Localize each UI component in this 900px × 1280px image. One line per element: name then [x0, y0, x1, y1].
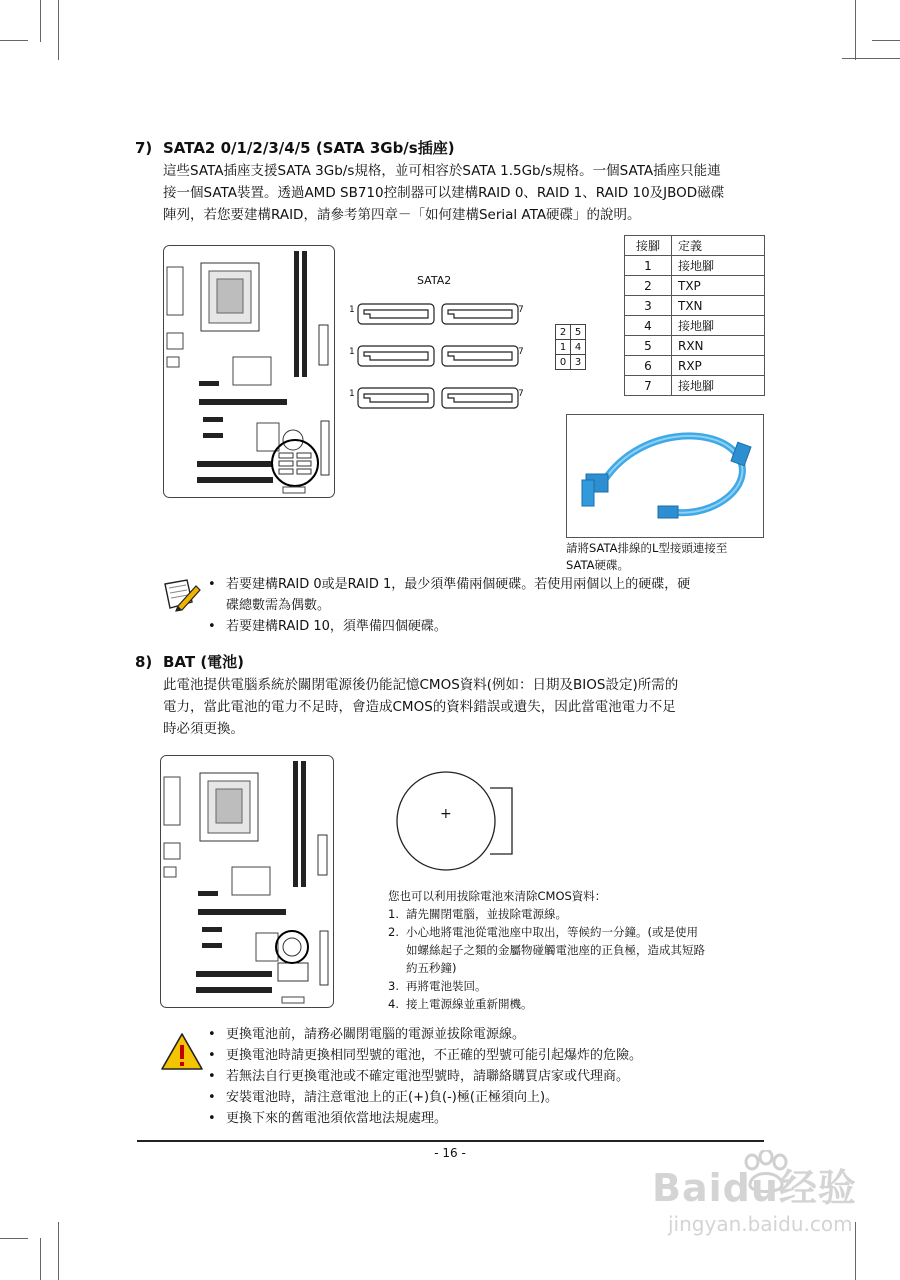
port-number: 1 [556, 340, 571, 355]
watermark-url: jingyan.baidu.com [668, 1212, 853, 1236]
step-text: 接上電源線並重新開機。 [406, 997, 533, 1011]
pin-number: 2 [625, 276, 672, 296]
section-8-heading: BAT (電池) [163, 653, 245, 671]
warning-item: • 若無法自行更換電池或不確定電池型號時，請聯絡購買店家或代理商。 [226, 1066, 771, 1087]
connector-pin-right: 7 [518, 347, 524, 357]
pin-definition: 接地腳 [672, 316, 765, 336]
cable-caption [566, 540, 727, 574]
pin-number: 6 [625, 356, 672, 376]
crop-mark [58, 1222, 59, 1280]
section-8-title [135, 651, 244, 672]
crop-mark [58, 0, 59, 60]
step-line [388, 923, 768, 941]
step-text: 如螺絲起子之類的金屬物碰觸電池座的正負極，造成其短路 [406, 943, 705, 957]
crop-mark [855, 1222, 856, 1280]
body-line: 此電池提供電腦系統於關閉電源後仍能記憶CMOS資料(例如：日期及BIOS設定)所需的 [163, 677, 679, 693]
port-number: 2 [556, 325, 571, 340]
table-row [625, 356, 765, 376]
connector-pin-left: 1 [349, 389, 355, 399]
warning-item: • 更換電池時請更換相同型號的電池，不正確的型號可能引起爆炸的危險。 [226, 1045, 771, 1066]
step-line [388, 941, 768, 959]
note-pencil-icon [162, 578, 202, 612]
raid-notes [226, 574, 771, 637]
cmos-clear-steps [388, 887, 768, 1013]
warning-icon [160, 1032, 204, 1072]
section-7-heading: SATA2 0/1/2/3/4/5 (SATA 3Gb/s插座) [163, 139, 455, 157]
table-row [625, 256, 765, 276]
page-number: - 16 - [434, 1146, 466, 1160]
watermark-brand: Baidu经验 [652, 1166, 857, 1210]
pin-definition: TXN [672, 296, 765, 316]
crop-mark [842, 58, 900, 59]
step-text: 再將電池裝回。 [406, 979, 487, 993]
header-pin: 接腳 [625, 236, 672, 256]
step-line [388, 995, 768, 1013]
body-line: 時必須更換。 [163, 721, 244, 737]
step-number: 4. [388, 997, 399, 1011]
warning-item: • 更換下來的舊電池須依當地法規處理。 [226, 1108, 771, 1129]
crop-mark [855, 0, 856, 60]
table-row [625, 276, 765, 296]
step-number: 1. [388, 907, 399, 921]
note-line: • 若要建構RAID 0或是RAID 1，最少須準備兩個硬碟。若使用兩個以上的硬碟，硬 [226, 577, 691, 592]
motherboard-diagram-battery [160, 755, 334, 1008]
step-text: 請先關閉電腦，並拔除電源線。 [406, 907, 567, 921]
pin-definition: 接地腳 [672, 256, 765, 276]
step-text: 小心地將電池從電池座中取出，等候約一分鐘。(或是使用 [406, 925, 698, 939]
step-number: 2. [388, 925, 399, 939]
sata-label: SATA2 [417, 274, 452, 287]
port-number: 5 [571, 325, 586, 340]
pin-definition: TXP [672, 276, 765, 296]
step-number: 3. [388, 979, 399, 993]
warning-item: • 安裝電池時，請注意電池上的正(+)負(-)極(正極須向上)。 [226, 1087, 771, 1108]
connector-pin-left: 1 [349, 305, 355, 315]
table-row [625, 296, 765, 316]
body-line: 陣列，若您要建構RAID，請參考第四章－「如何建構Serial ATA硬碟」的說明。 [163, 207, 641, 223]
warning-item: • 更換電池前，請務必關閉電腦的電源並拔除電源線。 [226, 1024, 771, 1045]
pin-number: 1 [625, 256, 672, 276]
pin-number: 5 [625, 336, 672, 356]
sata-connectors-diagram [348, 300, 528, 412]
port-number: 3 [571, 355, 586, 370]
header-definition: 定義 [672, 236, 765, 256]
note-item [226, 616, 771, 637]
body-line: 電力，當此電池的電力不足時，會造成CMOS的資料錯誤或遺失，因此當電池電力不足 [163, 699, 676, 715]
connector-pin-right: 7 [518, 389, 524, 399]
battery-warnings [226, 1024, 771, 1129]
battery-holder-diagram [394, 766, 518, 876]
pin-definition: RXN [672, 336, 765, 356]
steps-intro: 您也可以利用拔除電池來清除CMOS資料： [388, 889, 607, 903]
pin-number: 3 [625, 296, 672, 316]
section-7-title [135, 137, 455, 158]
pin-number: 4 [625, 316, 672, 336]
sata-port-map [555, 324, 586, 370]
table-row [625, 336, 765, 356]
note-line: 碟總數需為偶數。 [226, 598, 331, 613]
pin-number: 7 [625, 376, 672, 396]
port-number: 4 [571, 340, 586, 355]
step-number [388, 941, 406, 959]
pin-definition: 接地腳 [672, 376, 765, 396]
step-line [388, 905, 768, 923]
body-line: 這些SATA插座支援SATA 3Gb/s規格，並可相容於SATA 1.5Gb/s規格。一個SATA插座只能連 [163, 163, 721, 179]
step-number [388, 959, 406, 977]
body-line: 接一個SATA裝置。透過AMD SB710控制器可以建構RAID 0、RAID 1、RAID 10及JBOD磁碟 [163, 185, 725, 201]
crop-mark [40, 0, 41, 42]
step-text: 約五秒鐘) [406, 961, 457, 975]
connector-pin-left: 1 [349, 347, 355, 357]
crop-mark [872, 40, 900, 41]
crop-mark [0, 1238, 28, 1239]
connector-pin-right: 7 [518, 305, 524, 315]
pin-definition: RXP [672, 356, 765, 376]
table-row [625, 376, 765, 396]
battery-plus-sign: + [440, 806, 452, 822]
step-line [388, 959, 768, 977]
port-number: 0 [556, 355, 571, 370]
note-item [226, 574, 771, 616]
pin-definition-table [624, 235, 765, 396]
step-line [388, 977, 768, 995]
motherboard-diagram-sata [163, 245, 335, 498]
section-7-body [163, 160, 765, 226]
section-7-number: 7) [135, 139, 153, 157]
note-line: • 若要建構RAID 10，須準備四個硬碟。 [226, 619, 447, 634]
footer-rule [137, 1140, 764, 1142]
section-8-body [163, 674, 765, 740]
table-row [625, 316, 765, 336]
caption-line: SATA硬碟。 [566, 558, 629, 572]
crop-mark [40, 1238, 41, 1280]
crop-mark [0, 40, 28, 41]
table-header-row [625, 236, 765, 256]
sata-cable-photo [566, 414, 764, 538]
caption-line: 請將SATA排線的L型接頭連接至 [566, 541, 728, 555]
section-8-number: 8) [135, 653, 153, 671]
